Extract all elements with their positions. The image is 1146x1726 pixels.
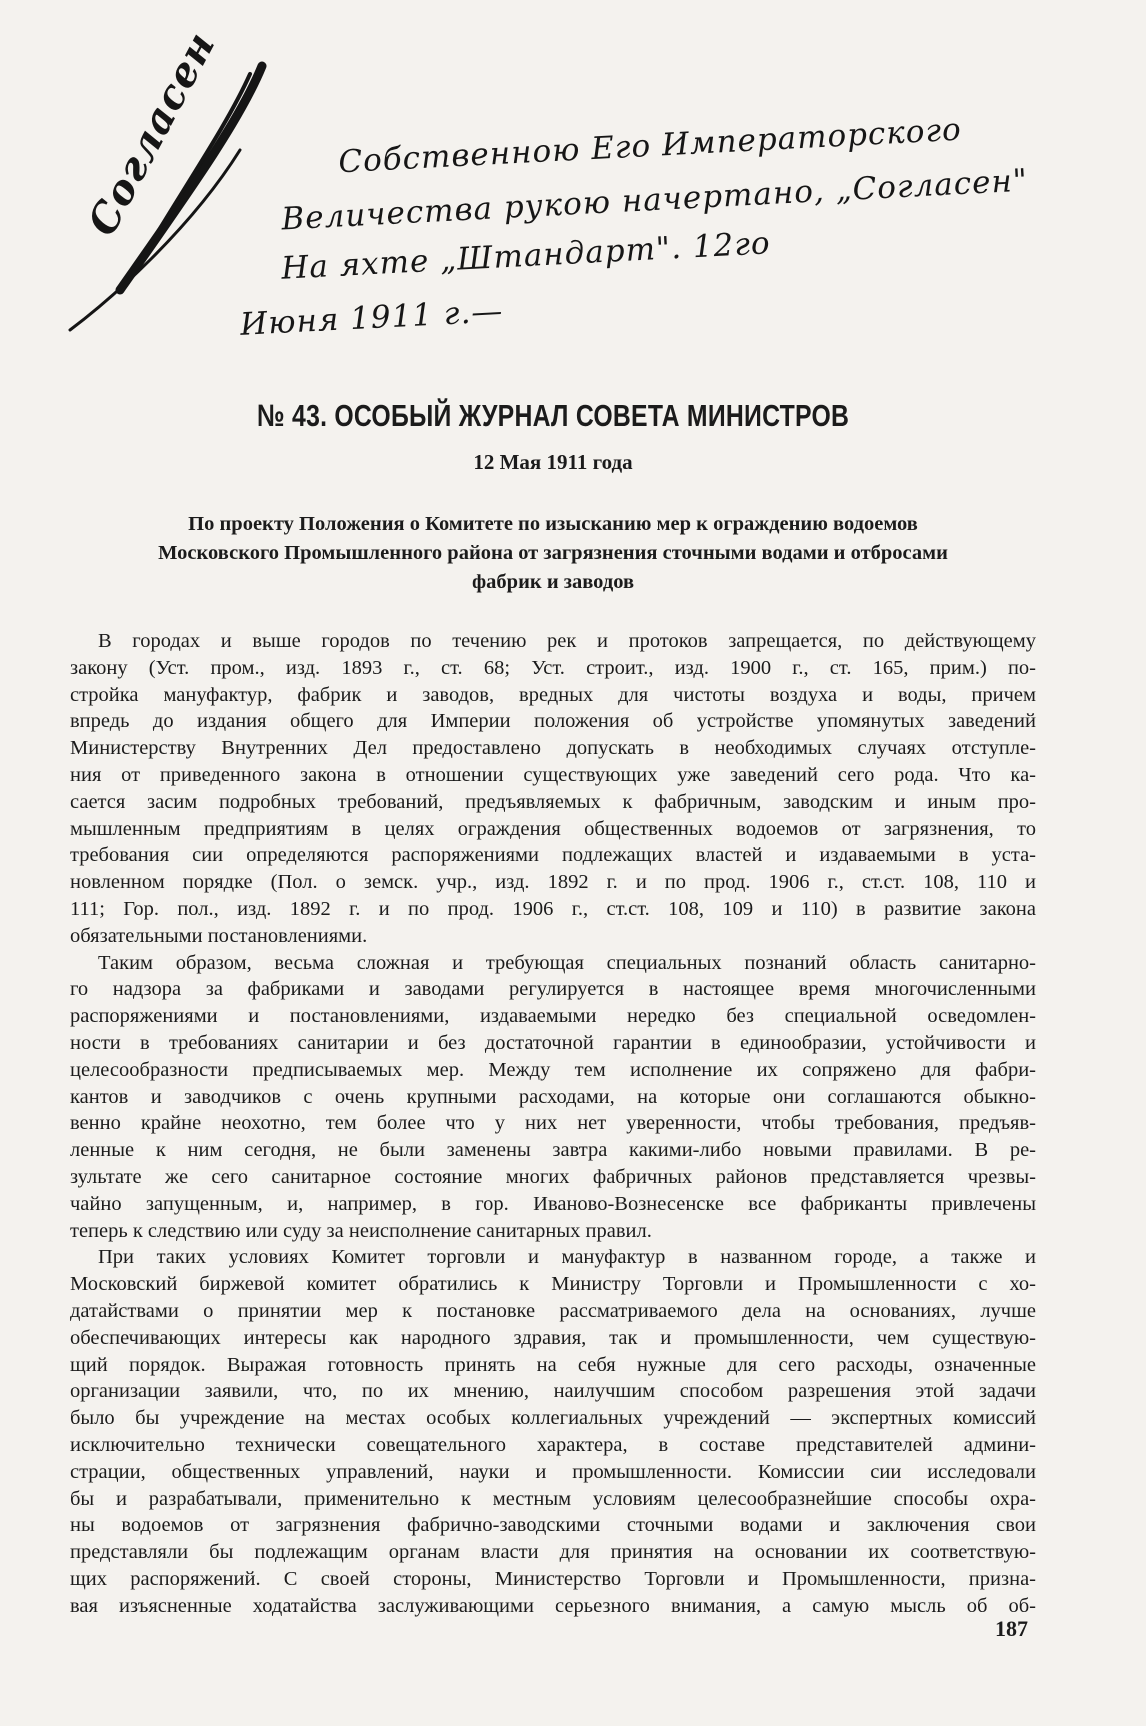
paragraph-line: го надзора за фабриками и заводами регулируется в настоящее время многочисленными <box>70 978 1036 1001</box>
handwritten-note-line-3: На яхте „Штандарт". 12го <box>280 225 772 287</box>
subtitle-line: По проекту Положения о Комитете по изысканию мер к ограждению водоемов <box>188 513 918 535</box>
paragraph-line: Таким образом, весьма сложная и требующая специальных познаний область санитарно- <box>98 951 1036 974</box>
paragraph-line: теперь к следствию или суду за неисполнение санитарных правил. <box>70 1219 652 1242</box>
paragraph-line: было бы учреждение на местах особых коллегиальных учреждений — экспертных комиссий <box>70 1407 1036 1430</box>
paragraph-line: чайно запущенным, и, например, в гор. Иваново-Вознесенске все фабриканты привлечены <box>70 1192 1036 1215</box>
paragraph-line: щий порядок. Выражая готовность принять на себя нужные для сего расходы, означенные <box>70 1353 1036 1376</box>
document-title <box>70 398 1036 434</box>
handwritten-note-line-4: Июня 1911 г.— <box>239 293 505 343</box>
paragraph-line: зультате же сего санитарное состояние многих фабричных районов представляется чрезвы- <box>70 1165 1036 1188</box>
paragraph-line: исключительно технически совещательного характера, в составе представителей админи- <box>70 1433 1036 1456</box>
paragraph-line: вая изъясненные ходатайства заслуживающими серьезного внимания, а самую мысль об об- <box>70 1594 1036 1617</box>
paragraph-line: В городах и выше городов по течению рек и протоков запрещается, по действующему <box>98 630 1036 652</box>
paragraph-line: мышленным предприятиям в целях ограждения общественных водоемов от загрязнения, то <box>70 817 1036 840</box>
paragraph-line: требования сии определяются распоряжениями подлежащих властей и издаваемыми в уста- <box>70 844 1036 867</box>
paragraph-line: целесообразности предписываемых мер. Между тем исполнение их сопряжено для фабри- <box>70 1058 1036 1081</box>
paragraph <box>70 950 1036 1245</box>
paragraph-line: щих распоряжений. С своей стороны, Министерство Торговли и Промышленности, призна- <box>70 1567 1036 1590</box>
paragraph-line: бы и разрабатывали, применительно к местным условиям целесообразнейшие способы охра- <box>70 1487 1036 1510</box>
paragraph-line: При таких условиях Комитет торговли и мануфактур в названном городе, а также и <box>98 1246 1036 1269</box>
paragraph-line: ленные к ним сегодня, не были заменены завтра какими-либо новыми правилами. В ре- <box>70 1139 1036 1162</box>
handwritten-note-line-1: Собственною Его Императорского <box>337 111 963 181</box>
handwritten-approval: Согласен <box>78 23 225 244</box>
paragraph-line: ности в требованиях санитарии и без достаточной гарантии в единообразии, устойчивости и <box>70 1031 1036 1054</box>
subtitle-line: фабрик и заводов <box>471 571 635 593</box>
paragraph-line: Московский биржевой комитет обратились к Министру Торговли и Промышленности с хо- <box>70 1273 1036 1296</box>
document-subtitle <box>70 510 1036 597</box>
document-date: 12 Мая 1911 года <box>473 450 633 474</box>
paragraph-line: закону (Уст. пром., изд. 1893 г., ст. 68; Уст. строит., изд. 1900 г., ст. 165, прим.) по- <box>70 656 1036 679</box>
paragraph-line: представляли бы подлежащим органам власти для принятия на основании их соответствую- <box>70 1541 1036 1564</box>
paragraph-line: обеспечивающих интересы как народного здравия, так и промышленности, чем существую- <box>70 1326 1036 1349</box>
paragraph-line: венно крайне неохотно, тем более что у них нет уверенности, чтобы требования, предъяв- <box>70 1112 1036 1135</box>
paragraph-line: датайствами о принятии мер к постановке рассматриваемого дела на основаниях, лучше <box>70 1299 1036 1322</box>
paragraph-line: кантов и заводчиков с очень крупными расходами, на которые они соглашаются обыкно- <box>70 1085 1036 1108</box>
handwritten-note-line-2: Величества рукою начертано, „Согласен" <box>280 162 1029 238</box>
document-body <box>70 628 1036 1619</box>
paragraph-line: ния от приведенного закона в отношении существующих уже заведений сего рода. Что ка- <box>70 763 1036 786</box>
page-number: 187 <box>995 1616 1028 1641</box>
paragraph-line: распоряжениями и постановлениями, издаваемыми нередко без специальной осведомлен- <box>70 1005 1036 1028</box>
document-title-text: № 43. ОСОБЫЙ ЖУРНАЛ СОВЕТА МИНИСТРОВ <box>256 398 850 433</box>
paragraph-line: 111; Гор. пол., изд. 1892 г. и по прод. 1906 г., ст.ст. 108, 109 и 110) в развитие закона <box>70 897 1036 920</box>
paragraph-line: обязательными постановлениями. <box>70 924 368 947</box>
paragraph <box>70 1244 1036 1619</box>
paragraph-line: стройка мануфактур, фабрик и заводов, вредных для чистоты воздуха и воды, причем <box>70 683 1036 706</box>
paragraph-line: впредь до издания общего для Империи положения об устройстве упомянутых заведений <box>70 710 1036 733</box>
paragraph-line: Министерству Внутренних Дел предоставлено допускать в необходимых случаях отступле- <box>70 737 1036 760</box>
paragraph-line: организации заявили, что, по их мнению, наилучшим способом разрешения этой задачи <box>70 1380 1036 1403</box>
paragraph-line: страции, общественных управлений, науки и промышленности. Комиссии сии исследовали <box>70 1460 1036 1483</box>
paragraph-line: новленном порядке (Пол. о земск. учр., изд. 1892 г. и по прод. 1906 г., ст.ст. 108, 110 и <box>70 871 1036 894</box>
subtitle-line: Московского Промышленного района от загрязнения сточными водами и отбросами <box>158 542 948 564</box>
paragraph-line: ны водоемов от загрязнения фабрично-заводскими сточными водами и заключения свои <box>70 1514 1036 1537</box>
paragraph-line: сается засим подробных требований, предъявляемых к фабричным, заводским и иным про- <box>70 790 1036 813</box>
paragraph <box>70 628 1036 950</box>
